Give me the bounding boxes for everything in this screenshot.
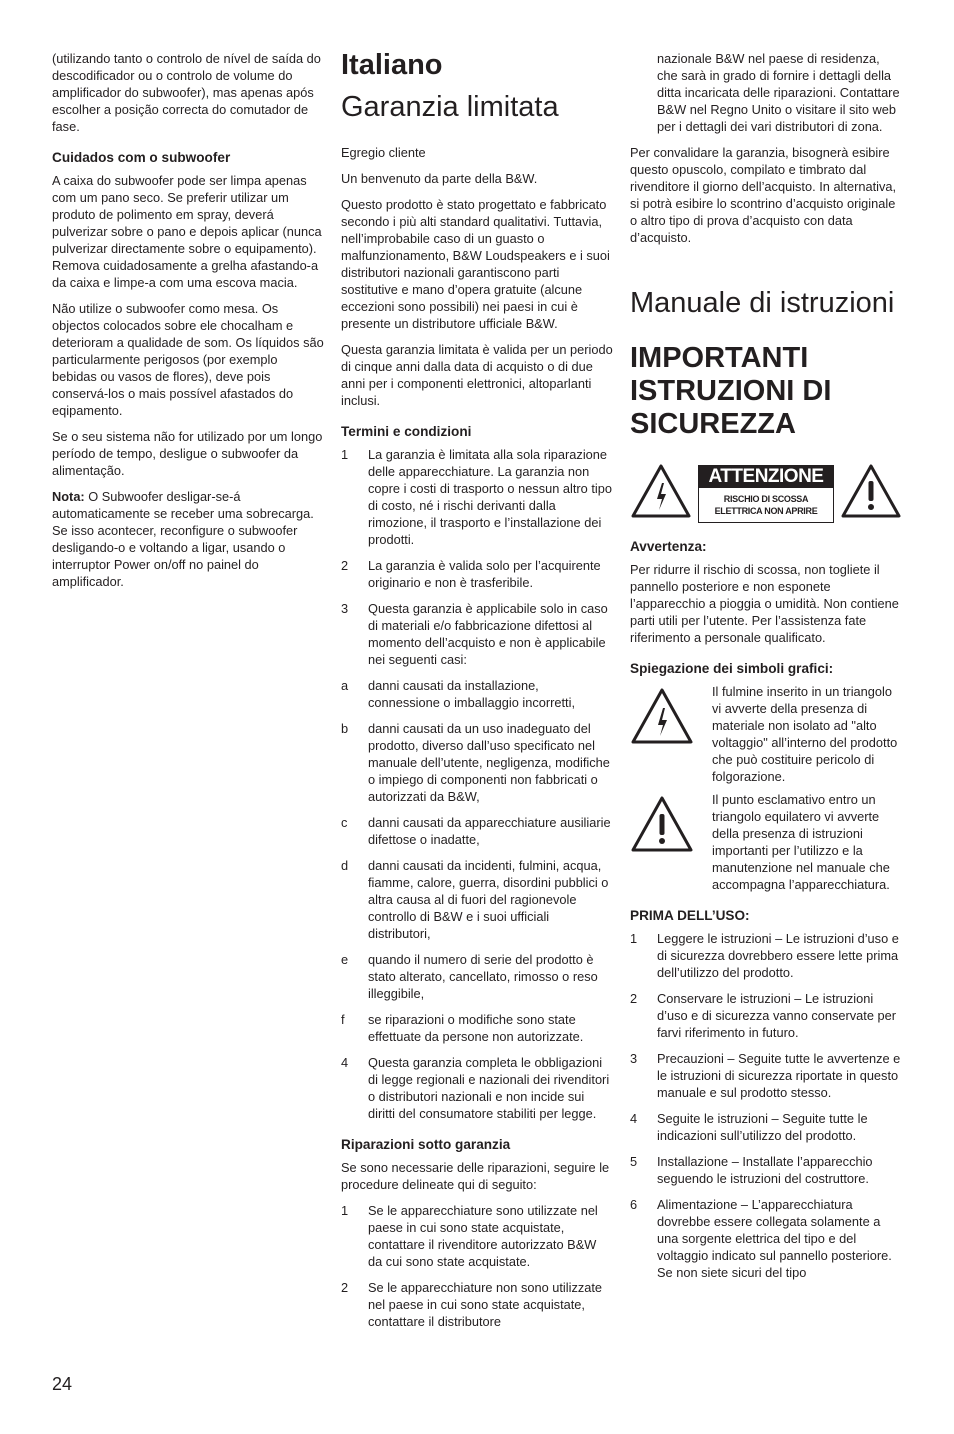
validate-paragraph: Per convalidare la garanzia, bisognerà esibire questo opuscolo, compilato e timbrato dal rivenditore il giorno dell’acquisto. In alternativa, si potrà esibire lo scontrino d’acquisto originale o altro tipo di prova d’acquisto con data d’acquisto.	[630, 145, 897, 245]
list-item-marker: 2	[630, 991, 638, 1006]
exclamation-triangle-icon	[630, 791, 712, 893]
caution-banner	[630, 463, 902, 524]
list-item-text: danni causati da un uso inadeguato del prodotto, diverso dall’uso specificato nel manuale dell’utente, negligenza, modifiche o impiego di componenti non fabbricati o autorizzati da B&W,	[368, 721, 610, 804]
list-item-text: La garanzia è limitata alla sola riparazione delle apparecchiature. La garanzia non copre i costi di trasporto o nessun altro tipo di costo, né i rischi derivanti dalla rimozione, il trasporto e l’installazione dei prodotti.	[368, 447, 612, 547]
list-item	[341, 720, 613, 805]
manual-title: Manuale di istruzioni	[630, 287, 895, 319]
symbol-lightning-row	[630, 683, 902, 785]
list-item-text: se riparazioni o modifiche sono state effettuate da persone non autorizzate.	[368, 1012, 584, 1044]
list-item-marker: 4	[341, 1055, 349, 1070]
list-item-marker: 2	[341, 558, 349, 573]
note-text: O Subwoofer desligar-se-á automaticamente se receber uma sobrecarga. Se isso acontecer, reconfigure o subwoofer desligando-o e voltando a ligar, usando o interruptor Power on/off no painel do amplificador.	[52, 489, 314, 589]
list-item-text: quando il numero di serie del prodotto è stato alterato, cancellato, rimosso o reso illeggibile,	[368, 952, 598, 1001]
list-item-text: danni causati da installazione, connessione o imballaggio incorretti,	[368, 678, 575, 710]
warranty-title: Garanzia limitata	[341, 91, 559, 123]
list-item-text: Alimentazione – L’apparecchiatura dovrebbe essere collegata solamente a una sorgente elettrica del tipo e del voltaggio indicato sul pannello posteriore. Se non siete sicuri del tipo	[657, 1197, 892, 1280]
caution-title: ATTENZIONE	[699, 466, 833, 488]
list-item	[341, 814, 613, 848]
greeting: Egregio cliente	[341, 145, 426, 160]
list-item-marker: 2	[341, 1280, 349, 1295]
list-item-marker: 1	[630, 931, 638, 946]
repairs-continued: nazionale B&W nel paese di residenza, che sarà in grado di fornire i dettagli della ditta incaricata delle riparazioni. Contattare B&W nel Regno Unito o visitare il sito web per i dettagli dei vari distributori di zona.	[657, 51, 900, 134]
list-item-marker: 1	[341, 447, 349, 462]
list-item-text: La garanzia è valida solo per l’acquirente originario e non è trasferibile.	[368, 558, 601, 590]
list-item-text: Questa garanzia è applicabile solo in caso di materiali e/o fabbricazione difettosi al momento dell’acquisto e non è applicabile nei seguenti casi:	[368, 601, 608, 667]
list-item	[630, 990, 902, 1041]
list-item	[341, 1011, 613, 1045]
list-item	[341, 1202, 613, 1270]
warranty-paragraph-2: Questa garanzia limitata è valida per un periodo di cinque anni dalla data di acquisto o di due anni per i componenti elettronici, altoparlanti inclusi.	[341, 342, 613, 408]
note-paragraph	[52, 488, 324, 590]
list-item	[341, 446, 613, 548]
list-item-text: danni causati da incidenti, fulmini, acqua, fiamme, calore, guerra, disordini pubblici o altra causa al di fuori del ragionevole controllo di B&W e i suoi ufficiali distributori,	[368, 858, 609, 941]
care-paragraph-2: Não utilize o subwoofer como mesa. Os objectos colocados sobre ele chocalham e deterioram a qualidade de som. Os líquidos são particularmente perigosos (por exemplo bebidas ou vasos de flores), deve pois conservá-los o mais possível afastados do eqipamento.	[52, 301, 324, 418]
list-item-marker: a	[341, 678, 349, 693]
list-item-text: Se le apparecchiature non sono utilizzate nel paese in cui sono state acquistate, contattare il distributore	[368, 1280, 603, 1329]
caution-label	[698, 465, 834, 523]
list-item-marker: d	[341, 858, 349, 873]
symbols-heading: Spiegazione dei simboli grafici:	[630, 661, 834, 676]
repairs-heading: Riparazioni sotto garanzia	[341, 1137, 511, 1152]
symbol-lightning-text: Il fulmine inserito in un triangolo vi avverte della presenza di materiale non isolato ad "alto voltaggio" all’interno del prodotto che può costituire pericolo di folgorazione.	[712, 684, 898, 784]
list-item	[341, 1279, 613, 1330]
list-item-marker: 6	[630, 1197, 638, 1212]
list-item	[341, 557, 613, 591]
list-item-text: Seguite le istruzioni – Seguite tutte le indicazioni sull’utilizzo del prodotto.	[657, 1111, 868, 1143]
warranty-paragraph-1: Questo prodotto è stato progettato e fabbricato secondo i più alti standard qualitativi. Tuttavia, nell’improbabile caso di un guasto o malfunzionamento, B&W Loudspeakers e i suoi distributori nazionali garantiscono parti sostitutive e mano d’opera gratuite (alcune eccezioni sono possibili) nei paesi in cui è presente un distributore ufficiale B&W.	[341, 197, 610, 331]
list-item	[630, 1110, 902, 1144]
repairs-intro: Se sono necessarie delle riparazioni, seguire le procedure delineate qui di seguito:	[341, 1160, 610, 1192]
before-use-heading: PRIMA DELL’USO:	[630, 908, 750, 923]
column-safety	[630, 50, 902, 1290]
list-item	[630, 1153, 902, 1187]
list-item-marker: b	[341, 721, 349, 736]
repairs-list	[341, 1202, 613, 1330]
list-item	[341, 857, 613, 942]
list-item-text: Conservare le istruzioni – Le istruzioni d’uso e di sicurezza vanno conservate per farvi riferimento in futuro.	[657, 991, 897, 1040]
list-item-marker: 1	[341, 1203, 349, 1218]
list-item	[341, 677, 613, 711]
list-item-marker: 4	[630, 1111, 638, 1126]
list-item	[630, 1050, 902, 1101]
safety-title: IMPORTANTI ISTRUZIONI DI SICUREZZA	[630, 342, 832, 440]
list-item	[341, 600, 613, 668]
page-number: 24	[52, 1374, 73, 1394]
symbol-exclamation-text: Il punto esclamativo entro un triangolo equilatero vi avverte della presenza di istruzioni importanti per l’utilizzo e la manutenzione nel manuale che accompagna l’apparecchiatura.	[712, 792, 890, 892]
list-item	[630, 1196, 902, 1281]
warning-heading: Avvertenza:	[630, 539, 707, 554]
list-item	[341, 1054, 613, 1122]
list-item-marker: c	[341, 815, 348, 830]
list-item-text: danni causati da apparecchiature ausiliarie difettose o inadatte,	[368, 815, 611, 847]
intro-paragraph: (utilizando tanto o controlo de nível de saída do descodificador ou o controlo de volume do amplificador do subwoofer), mas apenas após escolher a posição correcta do comutador de fase.	[52, 51, 321, 134]
care-heading: Cuidados com o subwoofer	[52, 150, 231, 165]
language-heading: Italiano	[341, 49, 443, 81]
caution-subtitle: RISCHIO DI SCOSSA ELETTRICA NON APRIRE	[714, 493, 818, 516]
list-item-marker: 3	[630, 1051, 638, 1066]
list-item-text: Precauzioni – Seguite tutte le avvertenze e le istruzioni di sicurezza riportate in questo manuale e sul prodotto stesso.	[657, 1051, 901, 1100]
before-use-list	[630, 930, 902, 1281]
column-warranty	[341, 48, 613, 1339]
note-label: Nota:	[52, 489, 85, 504]
terms-heading: Termini e condizioni	[341, 424, 472, 439]
list-item-text: Questa garanzia completa le obbligazioni di legge regionali e nazionali dei rivenditori o distributori nazionali e non incide sui diritti del consumatore stabiliti per legge.	[368, 1055, 610, 1121]
list-item-marker: 3	[341, 601, 349, 616]
list-item	[630, 930, 902, 981]
column-portuguese	[52, 50, 324, 599]
list-item-text: Se le apparecchiature sono utilizzate nel paese in cui sono state acquistate, contattare il rivenditore autorizzato B&W da cui sono state acquistate.	[368, 1203, 598, 1269]
care-paragraph-1: A caixa do subwoofer pode ser limpa apenas com um pano seco. Se preferir utilizar um produto de polimento em spray, deverá pulverizar sobre o pano e depois aplicar (nunca pulverizar directamente sobre o equipamento). Remova cuidadosamente a grelha afastando-a da caixa e limpe-a com uma escova macia.	[52, 173, 322, 290]
lightning-warning-icon	[630, 463, 692, 524]
lightning-triangle-icon	[630, 683, 712, 785]
list-item-marker: e	[341, 952, 349, 967]
list-item	[341, 951, 613, 1002]
welcome: Un benvenuto da parte della B&W.	[341, 171, 538, 186]
list-item-text: Installazione – Installate l’apparecchio seguendo le istruzioni del costruttore.	[657, 1154, 873, 1186]
list-item-marker: 5	[630, 1154, 638, 1169]
terms-list	[341, 446, 613, 1122]
symbol-exclamation-row	[630, 791, 902, 893]
warning-text: Per ridurre il rischio di scossa, non togliete il pannello posteriore e non esponete l’apparecchio a pioggia o umidità. Non contiene parti utili per l’utente. Per l’assistenza fate riferimento a personale qualificato.	[630, 562, 899, 645]
list-item-marker: f	[341, 1012, 345, 1027]
list-item-text: Leggere le istruzioni – Le istruzioni d’uso e di sicurezza dovrebbero essere lette prima dell’utilizzo del prodotto.	[657, 931, 899, 980]
exclamation-warning-icon	[840, 463, 902, 524]
care-paragraph-3: Se o seu sistema não for utilizado por um longo período de tempo, desligue o subwoofer da alimentação.	[52, 429, 323, 478]
